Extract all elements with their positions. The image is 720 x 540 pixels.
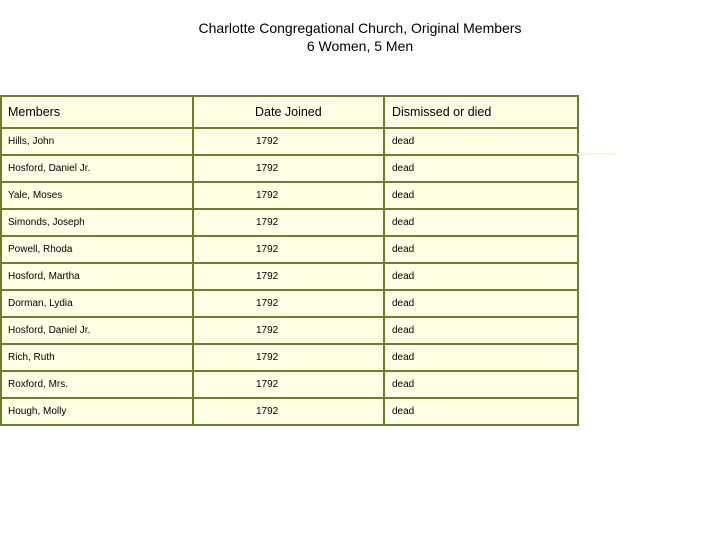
date-joined: 1792 [193,317,384,344]
dismissed-status: dead [384,290,578,317]
member-name: Simonds, Joseph [1,209,193,236]
member-name: Hosford, Daniel Jr. [1,155,193,182]
title-line-1: Charlotte Congregational Church, Original Members [198,20,522,36]
header-members: Members [1,96,193,128]
table-row [1,317,578,344]
dismissed-status: dead [384,317,578,344]
dismissed-status: dead [384,209,578,236]
member-name: Dorman, Lydia [1,290,193,317]
header-row [1,96,578,128]
member-name: Powell, Rhoda [1,236,193,263]
title-line-2: 6 Women, 5 Men [306,38,414,54]
date-joined: 1792 [193,290,384,317]
date-joined: 1792 [193,398,384,425]
date-joined: 1792 [193,209,384,236]
dismissed-status: dead [384,263,578,290]
date-joined: 1792 [193,128,384,155]
date-joined: 1792 [193,182,384,209]
table-row [1,155,578,182]
table-row [1,371,578,398]
date-joined: 1792 [193,263,384,290]
member-name: Yale, Moses [1,182,193,209]
dismissed-status: dead [384,182,578,209]
table-row [1,344,578,371]
table-row [1,236,578,263]
table-row [1,209,578,236]
member-name: Roxford, Mrs. [1,371,193,398]
dismissed-status: dead [384,398,578,425]
table-row [1,263,578,290]
dismissed-status: dead [384,371,578,398]
table-row [1,128,578,155]
member-name: Hills, John [1,128,193,155]
date-joined: 1792 [193,371,384,398]
dismissed-status: dead [384,128,578,155]
dismissed-status: dead [384,155,578,182]
header-date-joined: Date Joined [193,96,384,128]
dismissed-status: dead [384,344,578,371]
header-dismissed-or-died: Dismissed or died [384,96,578,128]
table-row [1,182,578,209]
member-name: Hosford, Martha [1,263,193,290]
decorative-line [578,153,616,155]
dismissed-status: dead [384,236,578,263]
page-title [0,19,720,55]
member-name: Hough, Molly [1,398,193,425]
member-name: Rich, Ruth [1,344,193,371]
members-table [0,95,579,426]
table-row [1,398,578,425]
table-row [1,290,578,317]
member-name: Hosford, Daniel Jr. [1,317,193,344]
date-joined: 1792 [193,155,384,182]
date-joined: 1792 [193,344,384,371]
date-joined: 1792 [193,236,384,263]
